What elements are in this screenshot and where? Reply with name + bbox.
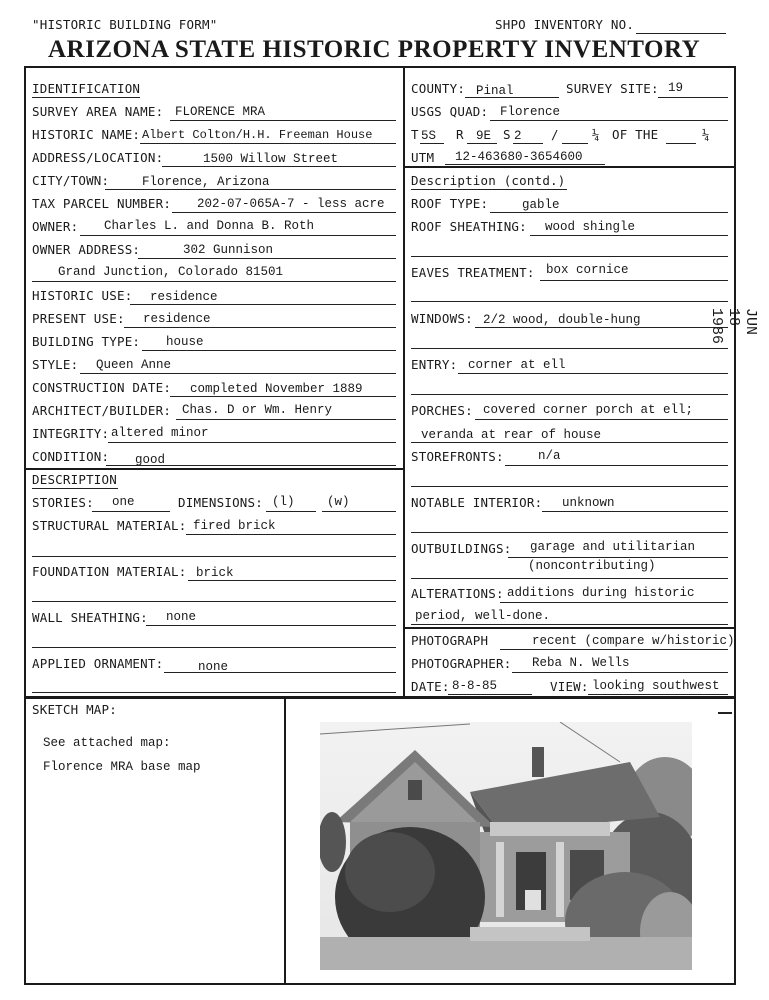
owner-address-value: 302 Gunnison [183,243,274,257]
sketch-map-label: SKETCH MAP: [32,702,117,717]
photograph-label: PHOTOGRAPH [411,633,489,648]
identification-bottom-rule [24,468,404,470]
building-type-value: house [166,335,204,349]
field-line [322,511,396,512]
sketch-map-note-2: Florence MRA base map [43,760,201,774]
field-line [542,511,728,512]
style-label: STYLE: [32,357,79,372]
applied-ornament-label: APPLIED ORNAMENT: [32,656,164,671]
usgs-quad-value: Florence [500,105,561,119]
condition-value: good [135,453,166,467]
owner-address-label: OWNER ADDRESS: [32,242,141,257]
field-line [540,280,728,281]
roof-sheathing-label: ROOF SHEATHING: [411,219,527,234]
received-date-stamp: JUN 18 1986 [708,308,759,345]
alterations-value-2: period, well-done. [415,609,551,623]
field-line [188,580,396,581]
present-use-label: PRESENT USE: [32,311,125,326]
outbuildings-value: garage and utilitarian [530,540,696,554]
field-line [500,649,728,650]
field-line [124,327,396,328]
owner-address-city: Grand Junction, Colorado 81501 [58,265,284,279]
architect-label: ARCHITECT/BUILDER: [32,403,172,418]
margin-mark [718,712,732,714]
photo-date-label: DATE: [411,679,450,694]
structural-material-value: fired brick [193,519,276,533]
field-line [106,465,396,466]
field-line [411,532,728,533]
form-name: "HISTORIC BUILDING FORM" [32,17,218,32]
survey-area-label: SURVEY AREA NAME: [32,104,164,119]
dimension-length: (l) [272,495,295,509]
entry-value: corner at ell [468,358,566,372]
field-line [411,348,728,349]
county-value: Pinal [476,84,514,98]
address-value: 1500 Willow Street [203,152,339,166]
field-line [562,143,588,144]
field-line [162,166,396,167]
windows-value: 2/2 wood, double-hung [483,313,641,327]
foundation-material-label: FOUNDATION MATERIAL: [32,564,187,579]
integrity-value: altered minor [111,426,209,440]
condition-label: CONDITION: [32,449,110,464]
shpo-inventory-label: SHPO INVENTORY NO. [495,17,635,32]
field-line [465,97,559,98]
field-line [411,301,728,302]
wall-sheathing-value: none [166,610,197,624]
field-line [170,396,396,397]
alterations-label: ALTERATIONS: [411,586,504,601]
outbuildings-value-2: (noncontributing) [528,559,656,573]
sketch-map-note: See attached map: [43,736,171,750]
construction-date-value: completed November 1889 [190,382,363,396]
stories-label: STORIES: [32,495,94,510]
field-line [80,373,396,374]
column-divider-top [403,66,405,470]
township-label: T [411,127,419,142]
parcel-value: 202-07-065A-7 - less acre [197,197,385,211]
quarter-symbol-2: ¼ [702,127,710,142]
field-line [80,235,396,236]
field-line [588,694,728,695]
eaves-value: box cornice [546,263,629,277]
eaves-label: EAVES TREATMENT: [411,265,535,280]
field-line [513,143,543,144]
owner-label: OWNER: [32,219,79,234]
field-line [105,189,396,190]
notable-interior-value: unknown [562,496,615,510]
wall-sheathing-label: WALL SHEATHING: [32,610,148,625]
field-line [411,578,728,579]
dimensions-label: DIMENSIONS: [178,495,263,510]
field-line [411,486,728,487]
field-line [448,694,532,695]
field-line [108,442,396,443]
field-line [530,235,728,236]
view-label: VIEW: [550,679,589,694]
location-bottom-rule [403,166,736,168]
field-line [420,143,444,144]
field-line [176,419,396,420]
field-line [172,212,396,213]
county-label: COUNTY: [411,81,466,96]
identification-heading: IDENTIFICATION [32,81,141,96]
building-type-label: BUILDING TYPE: [32,334,141,349]
entry-label: ENTRY: [411,357,458,372]
historic-use-label: HISTORIC USE: [32,288,133,303]
roof-type-label: ROOF TYPE: [411,196,489,211]
description-heading: DESCRIPTION [32,472,117,487]
field-line [32,692,396,693]
field-line [467,143,497,144]
city-label: CITY/TOWN: [32,173,110,188]
column-divider-bottom [403,470,405,698]
field-line [140,143,396,144]
field-line [411,256,728,257]
field-line [500,602,728,603]
field-line [411,394,728,395]
field-line [170,120,396,121]
survey-site-label: SURVEY SITE: [566,81,659,96]
style-value: Queen Anne [96,358,172,372]
architect-value: Chas. D or Wm. Henry [182,403,333,417]
construction-date-label: CONSTRUCTION DATE: [32,380,172,395]
field-line [32,601,396,602]
field-line [92,511,170,512]
field-line [475,327,728,328]
section-value: 2 [514,129,522,143]
foundation-material-value: brick [196,566,234,580]
photo-date-value: 8-8-85 [452,679,498,693]
structural-material-label: STRUCTURAL MATERIAL: [32,518,187,533]
stories-value: one [112,495,135,509]
identification-underline [32,97,140,98]
photograph-value: recent (compare w/historic) [532,634,735,648]
photographer-label: PHOTOGRAPHER: [411,656,512,671]
present-use-value: residence [143,312,211,326]
field-line [411,442,728,443]
dimension-width: (w) [327,495,350,509]
description-contd-heading: Description (contd.) [411,173,566,188]
description-underline [32,488,118,489]
range-value: 9E [476,129,492,143]
historic-use-value: residence [150,290,218,304]
field-line [164,672,396,673]
field-line [505,465,728,466]
field-line [512,672,728,673]
field-line [266,511,316,512]
field-line [186,534,396,535]
range-label: R [456,127,464,142]
section-slash: / [551,127,559,142]
alterations-value: additions during historic [507,586,695,600]
field-line [411,624,728,625]
usgs-quad-label: USGS QUAD: [411,104,489,119]
field-line [666,143,696,144]
field-line [490,120,728,121]
field-line [146,625,396,626]
notable-interior-label: NOTABLE INTERIOR: [411,495,543,510]
historic-name-value: Albert Colton/H.H. Freeman House [142,128,373,142]
field-line [658,97,728,98]
field-line [445,164,605,165]
sketch-divider [284,697,286,985]
field-line [32,556,396,557]
roof-sheathing-value: wood shingle [545,220,636,234]
owner-value: Charles L. and Donna B. Roth [104,219,315,233]
integrity-label: INTEGRITY: [32,426,110,441]
field-line [458,373,728,374]
parcel-label: TAX PARCEL NUMBER: [32,196,172,211]
porches-value: covered corner porch at ell; [483,403,694,417]
outbuildings-label: OUTBUILDINGS: [411,541,512,556]
porches-label: PORCHES: [411,403,473,418]
field-line [32,281,396,282]
applied-ornament-value: none [198,660,229,674]
field-line [508,557,728,558]
of-the-label: OF THE [612,127,659,142]
utm-value: 12-463680-3654600 [455,150,583,164]
house-photograph [320,722,692,970]
field-line [130,304,396,305]
photograph-top-rule [403,627,736,629]
description-contd-underline [411,189,567,190]
field-line [475,419,728,420]
field-line [32,647,396,648]
windows-label: WINDOWS: [411,311,473,326]
utm-label: UTM [411,150,435,165]
field-line [142,350,396,351]
city-value: Florence, Arizona [142,175,270,189]
field-line [490,212,728,213]
address-label: ADDRESS/LOCATION: [32,150,164,165]
photographer-value: Reba N. Wells [532,656,630,670]
field-line [138,258,396,259]
quarter-symbol-1: ¼ [592,127,600,142]
historic-name-label: HISTORIC NAME: [32,127,141,142]
survey-site-value: 19 [668,81,684,95]
township-value: 5S [421,129,437,143]
storefronts-label: STOREFRONTS: [411,449,504,464]
porches-value-2: veranda at rear of house [421,428,602,442]
page-title: ARIZONA STATE HISTORIC PROPERTY INVENTORY [48,36,701,63]
shpo-inventory-line [636,33,726,34]
survey-area-value: FLORENCE MRA [175,105,266,119]
roof-type-value: gable [522,198,560,212]
view-value: looking southwest [592,679,720,693]
storefronts-value: n/a [538,449,561,463]
section-label: S [503,127,511,142]
